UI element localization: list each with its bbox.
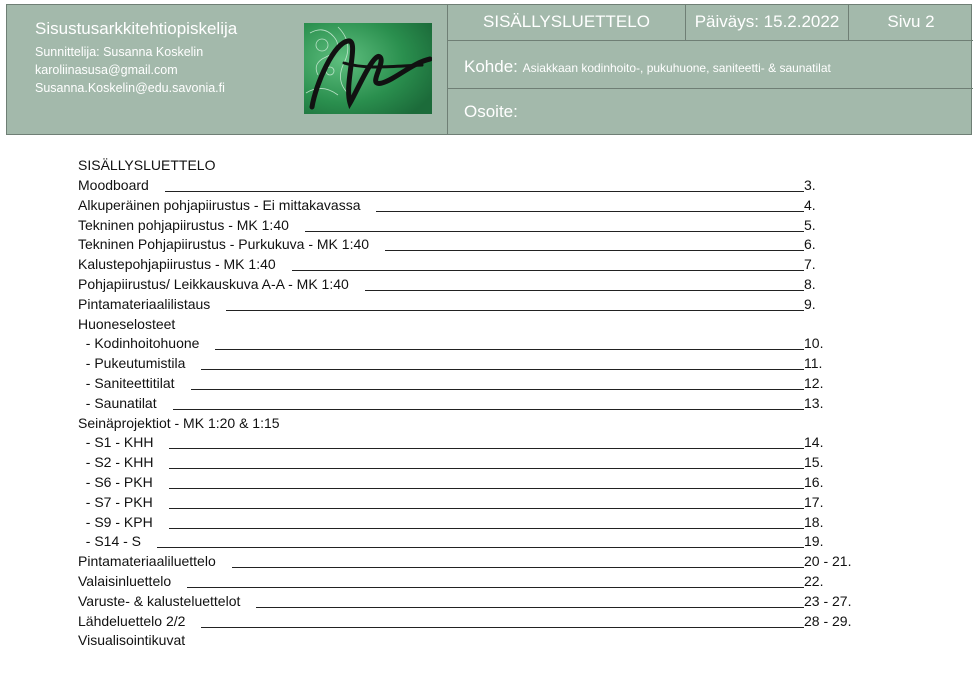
toc-entry-label: - Pukeutumistila	[78, 355, 186, 372]
toc-entry[interactable]	[78, 196, 878, 216]
toc-entry-label: - Kodinhoitohuone	[78, 335, 200, 352]
toc-entry-page: 11.	[804, 355, 823, 372]
table-of-contents	[78, 156, 878, 651]
toc-entry[interactable]	[78, 295, 878, 315]
kohde-row	[448, 40, 973, 89]
toc-entry[interactable]	[78, 374, 878, 394]
toc-entry-page: 14.	[804, 434, 824, 451]
designer-name: Sunnittelija: Susanna Koskelin	[35, 45, 204, 59]
toc-entry-label: Lähdeluettelo 2/2	[78, 612, 186, 629]
toc-entry-page: 10.	[804, 335, 824, 352]
toc-entry[interactable]	[78, 414, 878, 434]
toc-entry[interactable]	[78, 513, 878, 533]
toc-entry[interactable]	[78, 453, 878, 473]
toc-entry-leader	[169, 528, 804, 529]
toc-entry[interactable]	[78, 433, 878, 453]
toc-entry-label: Valaisinluettelo	[78, 572, 172, 589]
toc-entry-page: 28 - 29.	[804, 612, 852, 629]
logo-image	[304, 23, 432, 114]
toc-entry[interactable]	[78, 532, 878, 552]
toc-entry-leader	[187, 587, 804, 588]
toc-entry-leader	[232, 567, 804, 568]
toc-entry-label: - S7 - PKH	[78, 493, 153, 510]
toc-entry[interactable]	[78, 394, 878, 414]
kohde-value: Asiakkaan kodinhoito-, pukuhuone, saniteetti- & saunatilat	[522, 61, 831, 75]
toc-entry-leader	[165, 191, 804, 192]
toc-entry-page: 6.	[804, 236, 816, 253]
title-block	[6, 4, 972, 135]
kohde-field	[464, 57, 831, 77]
toc-entry[interactable]	[78, 216, 878, 236]
toc-entry-label: Tekninen Pohjapiirustus - Purkukuva - MK 1:40	[78, 236, 370, 253]
toc-entry-label: Pohjapiirustus/ Leikkauskuva A-A - MK 1:40	[78, 275, 349, 292]
toc-entry[interactable]	[78, 176, 878, 196]
toc-entry[interactable]	[78, 235, 878, 255]
designer-email-school[interactable]: Susanna.Koskelin@edu.savonia.fi	[35, 81, 225, 95]
toc-entry[interactable]	[78, 255, 878, 275]
toc-entry-label: Pintamateriaalilistaus	[78, 295, 211, 312]
toc-entry-leader	[226, 310, 804, 311]
toc-entries	[78, 176, 878, 651]
toc-entry-page: 19.	[804, 533, 824, 550]
toc-entry[interactable]	[78, 334, 878, 354]
designer-title: Sisustusarkkitehtiopiskelija	[35, 19, 238, 38]
toc-entry-label: Tekninen pohjapiirustus - MK 1:40	[78, 216, 289, 233]
title-block-fields	[447, 4, 973, 135]
toc-entry-page: 7.	[804, 256, 816, 273]
toc-entry[interactable]	[78, 354, 878, 374]
toc-entry-page: 8.	[804, 275, 816, 292]
toc-entry-leader	[157, 547, 804, 548]
toc-entry-label: Varuste- & kalusteluettelot	[78, 592, 241, 609]
toc-entry-page: 4.	[804, 196, 816, 213]
toc-entry-page: 13.	[804, 394, 824, 411]
toc-entry-leader	[201, 627, 804, 628]
title-row	[448, 4, 973, 41]
toc-entry-label: - S6 - PKH	[78, 473, 153, 490]
toc-entry-label: Seinäprojektiot - MK 1:20 & 1:15	[78, 414, 280, 431]
toc-entry[interactable]	[78, 631, 878, 651]
toc-entry[interactable]	[78, 493, 878, 513]
toc-entry-page: 23 - 27.	[804, 592, 852, 609]
toc-entry-label: Pintamateriaaliluettelo	[78, 553, 216, 570]
toc-entry-page: 9.	[804, 295, 816, 312]
toc-entry-page: 17.	[804, 493, 824, 510]
toc-entry-page: 15.	[804, 454, 824, 471]
toc-entry-leader	[305, 231, 804, 232]
toc-entry-leader	[169, 448, 804, 449]
kohde-label: Kohde:	[464, 57, 518, 76]
toc-entry-label: - S14 - S	[78, 533, 142, 550]
toc-entry-page: 12.	[804, 374, 824, 391]
toc-entry-page: 18.	[804, 513, 824, 530]
toc-entry-label: Huoneselosteet	[78, 315, 176, 332]
toc-entry-label: - S2 - KHH	[78, 454, 154, 471]
toc-entry-page: 16.	[804, 473, 824, 490]
toc-entry[interactable]	[78, 552, 878, 572]
osoite-label: Osoite:	[464, 102, 518, 121]
toc-entry-label: Moodboard	[78, 177, 149, 193]
toc-entry[interactable]	[78, 275, 878, 295]
date-field: Päiväys: 15.2.2022	[686, 4, 849, 40]
designer-email-personal[interactable]: karoliinasusa@gmail.com	[35, 63, 178, 77]
osoite-row	[448, 88, 973, 135]
toc-entry-label: - Saunatilat	[78, 394, 157, 411]
toc-entry-leader	[256, 607, 804, 608]
toc-entry[interactable]	[78, 315, 878, 335]
toc-entry[interactable]	[78, 592, 878, 612]
toc-entry-leader	[169, 468, 804, 469]
toc-entry-page: 20 - 21.	[804, 553, 852, 570]
toc-entry-page: 3.	[804, 177, 816, 193]
section-title: SISÄLLYSLUETTELO	[448, 4, 686, 40]
page-number: Sivu 2	[887, 12, 935, 31]
toc-entry-leader	[365, 290, 804, 291]
toc-entry-label: Visualisointikuvat	[78, 632, 186, 649]
toc-entry-leader	[173, 409, 804, 410]
toc-entry-page: 22.	[804, 572, 824, 589]
toc-entry-label: Alkuperäinen pohjapiirustus - Ei mittakavassa	[78, 196, 361, 213]
toc-entry-page: 5.	[804, 216, 816, 233]
toc-entry-leader	[191, 389, 804, 390]
toc-title: SISÄLLYSLUETTELO	[78, 157, 216, 173]
logo-artwork	[304, 23, 432, 114]
designer-info	[35, 19, 237, 99]
toc-entry-label: - Saniteettitilat	[78, 374, 175, 391]
toc-entry-leader	[169, 488, 804, 489]
toc-entry-leader	[169, 508, 804, 509]
toc-entry-label: - S1 - KHH	[78, 434, 154, 451]
toc-entry-leader	[201, 369, 804, 370]
toc-entry-leader	[385, 250, 804, 251]
toc-entry[interactable]	[78, 473, 878, 493]
toc-entry[interactable]	[78, 572, 878, 592]
toc-entry-leader	[215, 349, 804, 350]
toc-entry[interactable]	[78, 612, 878, 632]
toc-entry-label: Kalustepohjapiirustus - MK 1:40	[78, 256, 276, 273]
toc-entry-leader	[292, 270, 804, 271]
toc-entry-leader	[376, 211, 804, 212]
toc-entry-label: - S9 - KPH	[78, 513, 153, 530]
